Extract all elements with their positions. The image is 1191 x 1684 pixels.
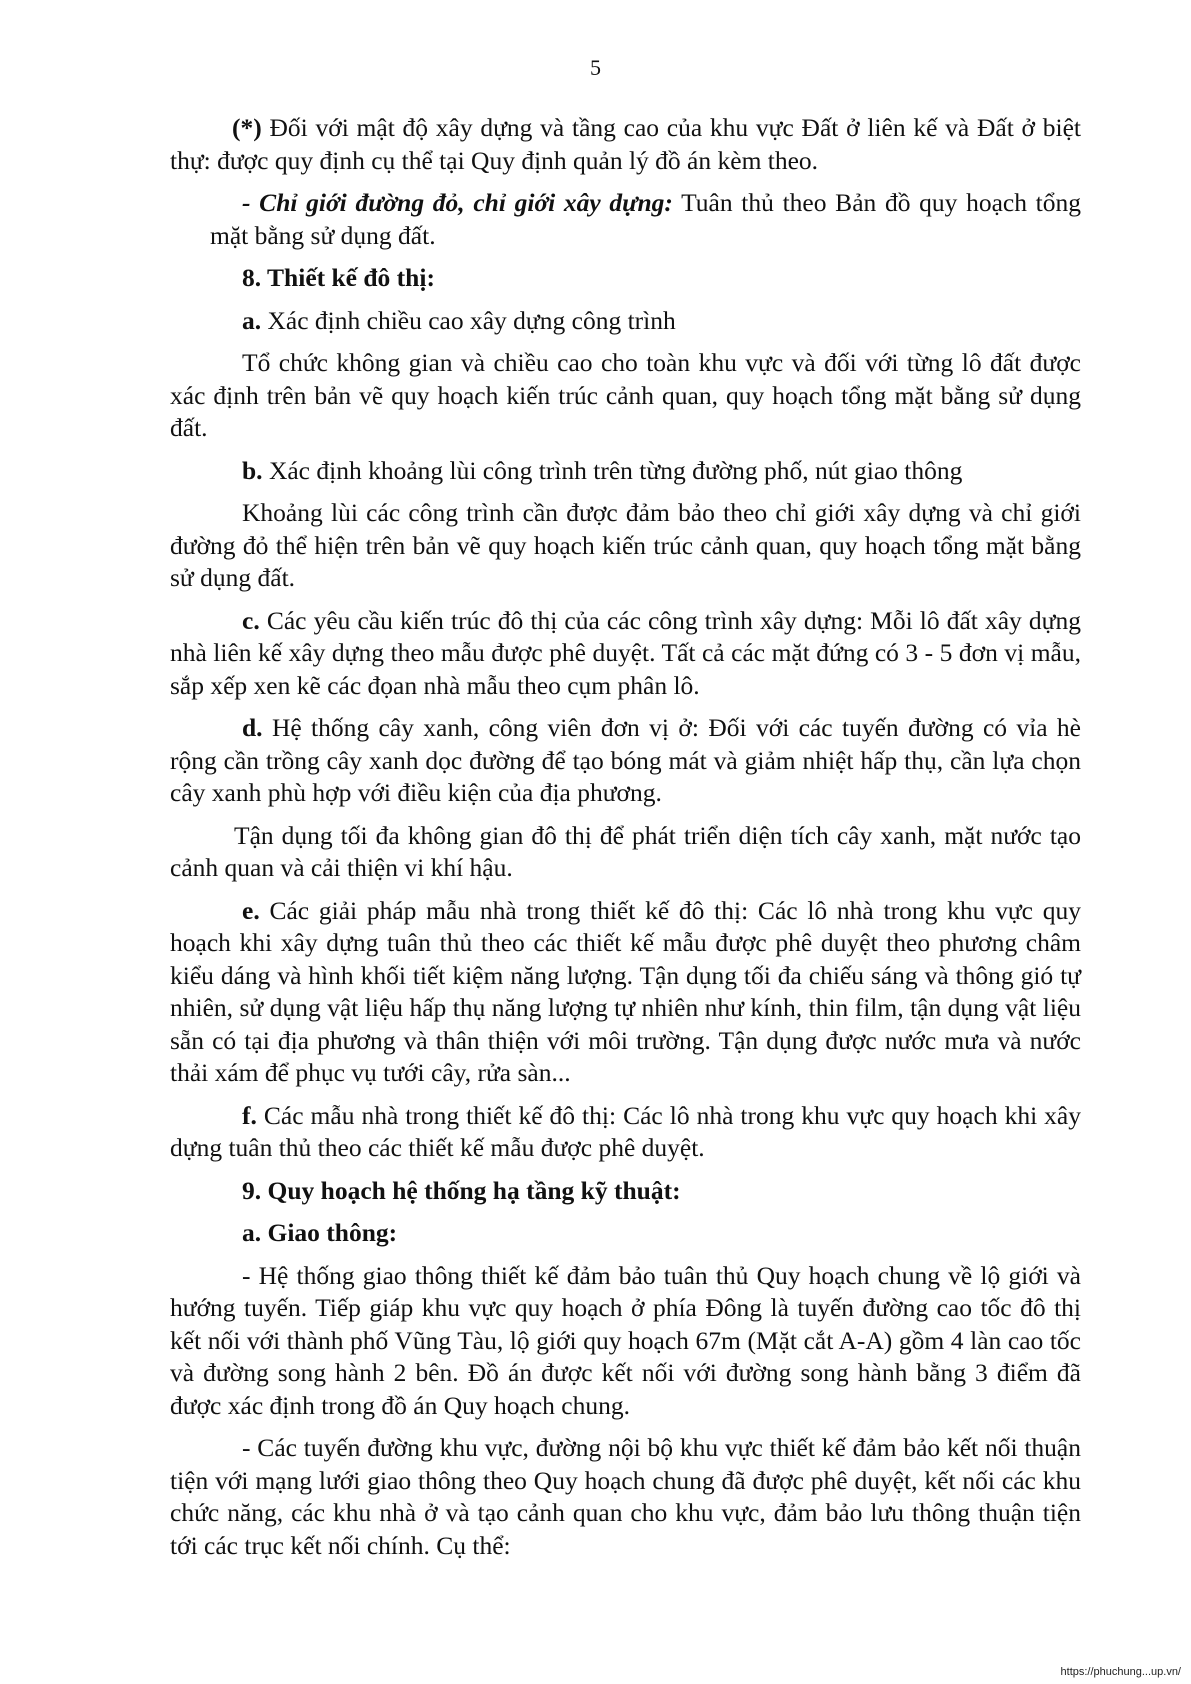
document-body: [170, 112, 1081, 1572]
item-d-text: Hệ thống cây xanh, công viên đơn vị ở: Đối với các tuyến đường có vỉa hè rộng cần trồng cây xanh dọc đường để tạo bóng mát và giảm nhiệt hấp thụ, cần lựa chọn cây xanh phù hợp với điều kiện của địa phương.: [170, 713, 1081, 807]
page-number: 5: [590, 55, 601, 80]
item-a-title: Xác định chiều cao xây dựng công trình: [261, 305, 676, 335]
boundary-line-text: Tuân thủ theo Bản đồ quy hoạch tổng mặt bằng sử dụng đất.: [210, 188, 1081, 250]
item-c-paragraph: [170, 605, 1081, 703]
item-a-body: Tổ chức không gian và chiều cao cho toàn khu vực và đối với từng lô đất được xác định trên bản vẽ quy hoạch kiến trúc cảnh quan, quy hoạch tổng mặt bằng sử dụng đất.: [170, 348, 1081, 442]
item-d-paragraph: [170, 712, 1081, 810]
item-f-label: f.: [242, 1100, 257, 1130]
item-c-text: Các yêu cầu kiến trúc đô thị của các công trình xây dựng: Mỗi lô đất xây dựng nhà liên kế xây dựng theo mẫu được phê duyệt. Tất cả các mặt đứng có 3 - 5 đơn vị mẫu, sắp xếp xen kẽ các đọan nhà mẫu theo cụm phân lô.: [170, 605, 1081, 700]
item-b-body: Khoảng lùi các công trình cần được đảm bảo theo chỉ giới xây dựng và chỉ giới đường đỏ thể hiện trên bản vẽ quy hoạch kiến trúc cảnh quan, quy hoạch tổng mặt bằng sử dụng đất.: [170, 498, 1081, 592]
section-8-heading: 8. Thiết kế đô thị:: [242, 263, 435, 292]
item-e-paragraph: [170, 895, 1081, 1090]
note-text: Đối với mật độ xây dựng và tầng cao của khu vực Đất ở liên kế và Đất ở biệt thự: được quy định cụ thể tại Quy định quản lý đồ án kèm theo.: [170, 113, 1081, 175]
item-d-extra-paragraph: Tận dụng tối đa không gian đô thị để phát triển diện tích cây xanh, mặt nước tạo cảnh quan và cải thiện vi khí hậu.: [170, 820, 1081, 882]
boundary-line-label: - Chỉ giới đường đỏ, chỉ giới xây dựng:: [242, 188, 673, 217]
note-marker: (*): [232, 113, 262, 142]
footer-url: https://phuchung...up.vn/: [1060, 1666, 1181, 1678]
item-d-label: d.: [242, 713, 263, 742]
item-f-paragraph: [170, 1100, 1081, 1165]
item-b-heading: [170, 455, 1081, 488]
section-9a-heading: a. Giao thông:: [242, 1218, 398, 1247]
item-c-label: c.: [242, 605, 260, 635]
item-f-text: Các mẫu nhà trong thiết kế đô thị: Các lô nhà trong khu vực quy hoạch khi xây dựng tuân thủ theo các thiết kế mẫu được phê duyệt.: [170, 1100, 1081, 1162]
traffic-paragraph-1: - Hệ thống giao thông thiết kế đảm bảo tuân thủ Quy hoạch chung về lộ giới và hướng tuyến. Tiếp giáp khu vực quy hoạch ở phía Đông là tuyến đường cao tốc đô thị kết nối với thành phố Vũng Tàu, lộ giới quy hoạch 67m (Mặt cắt A-A) gồm 4 làn cao tốc và đường song hành 2 bên. Đồ án được kết nối với đường song hành bằng 3 điểm đã được xác định trong đồ án Quy hoạch chung.: [170, 1260, 1081, 1420]
item-e-label: e.: [242, 895, 260, 925]
note-density-paragraph: [170, 112, 1081, 177]
traffic-paragraph-2: - Các tuyến đường khu vực, đường nội bộ khu vực thiết kế đảm bảo kết nối thuận tiện với mạng lưới giao thông theo Quy hoạch chung đã được phê duyệt, kết nối các khu chức năng, các khu nhà ở và tạo cảnh quan cho khu vực, đảm bảo lưu thông thuận tiện tới các trục kết nối chính. Cụ thể:: [170, 1433, 1081, 1560]
section-9-heading: 9. Quy hoạch hệ thống hạ tầng kỹ thuật:: [242, 1175, 681, 1205]
item-e-text: Các giải pháp mẫu nhà trong thiết kế đô thị: Các lô nhà trong khu vực quy hoạch khi xây dựng tuân thủ theo các thiết kế mẫu được phê duyệt theo phương châm kiểu dáng và hình khối tiết kiệm năng lượng. Tận dụng tối đa chiếu sáng và thông gió tự nhiên, sử dụng vật liệu hấp thụ năng lượng tự nhiên như kính, thin film, tận dụng vật liệu sẵn có tại địa phương và thân thiện với môi trường. Tận dụng được nước mưa và nước thải xám để phục vụ tưới cây, rửa sàn...: [170, 895, 1081, 1087]
item-b-label: b.: [242, 455, 263, 485]
item-b-title: Xác định khoảng lùi công trình trên từng đường phố, nút giao thông: [262, 455, 963, 485]
item-a-heading: [170, 305, 1081, 338]
item-a-label: a.: [242, 305, 262, 335]
boundary-line-paragraph: [170, 187, 1081, 252]
